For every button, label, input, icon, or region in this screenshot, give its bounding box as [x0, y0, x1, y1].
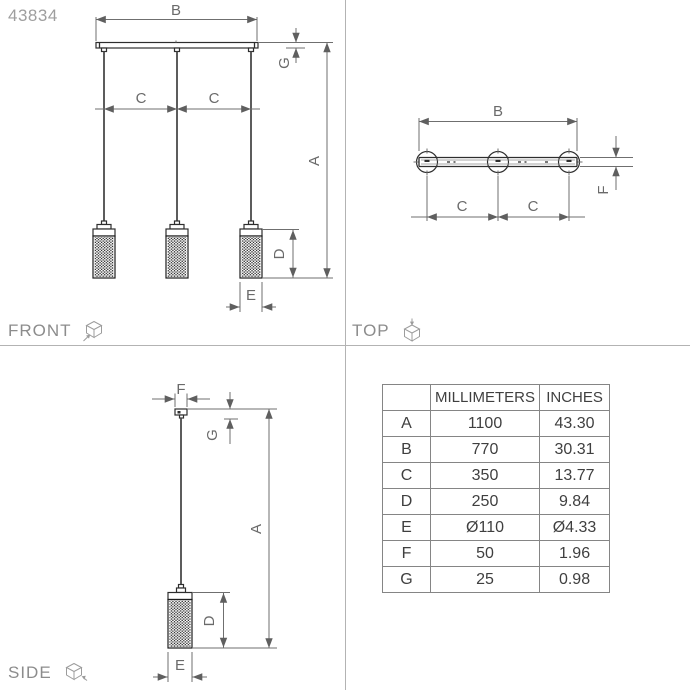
- row-c-inches: 13.77: [540, 463, 610, 489]
- product-code: 43834: [8, 6, 58, 25]
- row-a-letter: A: [383, 411, 431, 437]
- side-dim-e-label: E: [174, 657, 186, 674]
- table-row: [383, 541, 610, 567]
- side-view-label-text: SIDE: [8, 663, 52, 682]
- row-e-inches: Ø4.33: [540, 515, 610, 541]
- row-a-mm: 1100: [431, 411, 540, 437]
- front-dim-b-label: B: [170, 2, 182, 19]
- row-e-mm: Ø110: [431, 515, 540, 541]
- top-view: [411, 103, 633, 221]
- row-f-letter: F: [383, 541, 431, 567]
- front-dim-g-label: G: [276, 57, 293, 69]
- side-dim-d-label: D: [201, 615, 218, 627]
- side-view-cube-icon: [62, 660, 88, 686]
- top-dim-f-label: F: [595, 185, 612, 195]
- row-g-letter: G: [383, 567, 431, 593]
- side-dim-g-label: G: [204, 429, 221, 441]
- top-dim-c2-label: C: [527, 198, 539, 215]
- front-shade-middle: [166, 221, 188, 278]
- top-dim-b-label: B: [492, 103, 504, 120]
- top-view-cube-icon: [400, 318, 426, 344]
- header-millimeters: MILLIMETERS: [431, 385, 540, 411]
- side-shade: [168, 585, 192, 649]
- top-view-label: [352, 318, 426, 344]
- table-row: [383, 463, 610, 489]
- table-row: [383, 489, 610, 515]
- mesh-texture: [170, 601, 191, 648]
- front-view: [93, 2, 333, 312]
- row-b-inches: 30.31: [540, 437, 610, 463]
- header-inches: INCHES: [540, 385, 610, 411]
- front-dim-d-label: D: [271, 248, 288, 260]
- side-dim-a-label: A: [248, 523, 265, 535]
- row-f-inches: 1.96: [540, 541, 610, 567]
- row-g-mm: 25: [431, 567, 540, 593]
- front-dim-a-label: A: [306, 155, 323, 167]
- row-d-mm: 250: [431, 489, 540, 515]
- dimension-table: [382, 384, 610, 593]
- side-canopy: [175, 409, 187, 418]
- front-view-label-text: FRONT: [8, 321, 72, 340]
- row-d-letter: D: [383, 489, 431, 515]
- top-view-label-text: TOP: [352, 321, 390, 340]
- row-c-letter: C: [383, 463, 431, 489]
- front-view-cube-icon: [82, 318, 108, 344]
- row-g-inches: 0.98: [540, 567, 610, 593]
- front-canopy: [96, 43, 258, 49]
- mesh-texture: [168, 237, 187, 277]
- front-shade-right: [240, 221, 262, 278]
- table-row: [383, 515, 610, 541]
- row-c-mm: 350: [431, 463, 540, 489]
- row-a-inches: 43.30: [540, 411, 610, 437]
- mesh-texture: [95, 237, 114, 277]
- row-b-mm: 770: [431, 437, 540, 463]
- front-dim-c1-label: C: [135, 90, 147, 107]
- side-view: [152, 381, 277, 682]
- table-row: [383, 437, 610, 463]
- front-shade-left: [93, 221, 115, 278]
- table-row: [383, 567, 610, 593]
- row-e-letter: E: [383, 515, 431, 541]
- front-dim-e-label: E: [245, 287, 257, 304]
- header-dim: [383, 385, 431, 411]
- row-f-mm: 50: [431, 541, 540, 567]
- side-view-label: [8, 660, 88, 686]
- row-b-letter: B: [383, 437, 431, 463]
- front-dim-c2-label: C: [208, 90, 220, 107]
- top-dim-c1-label: C: [456, 198, 468, 215]
- table-header-row: [383, 385, 610, 411]
- row-d-inches: 9.84: [540, 489, 610, 515]
- front-view-label: [8, 318, 108, 344]
- side-dim-f-label: F: [176, 381, 186, 398]
- mesh-texture: [242, 237, 261, 277]
- table-row: [383, 411, 610, 437]
